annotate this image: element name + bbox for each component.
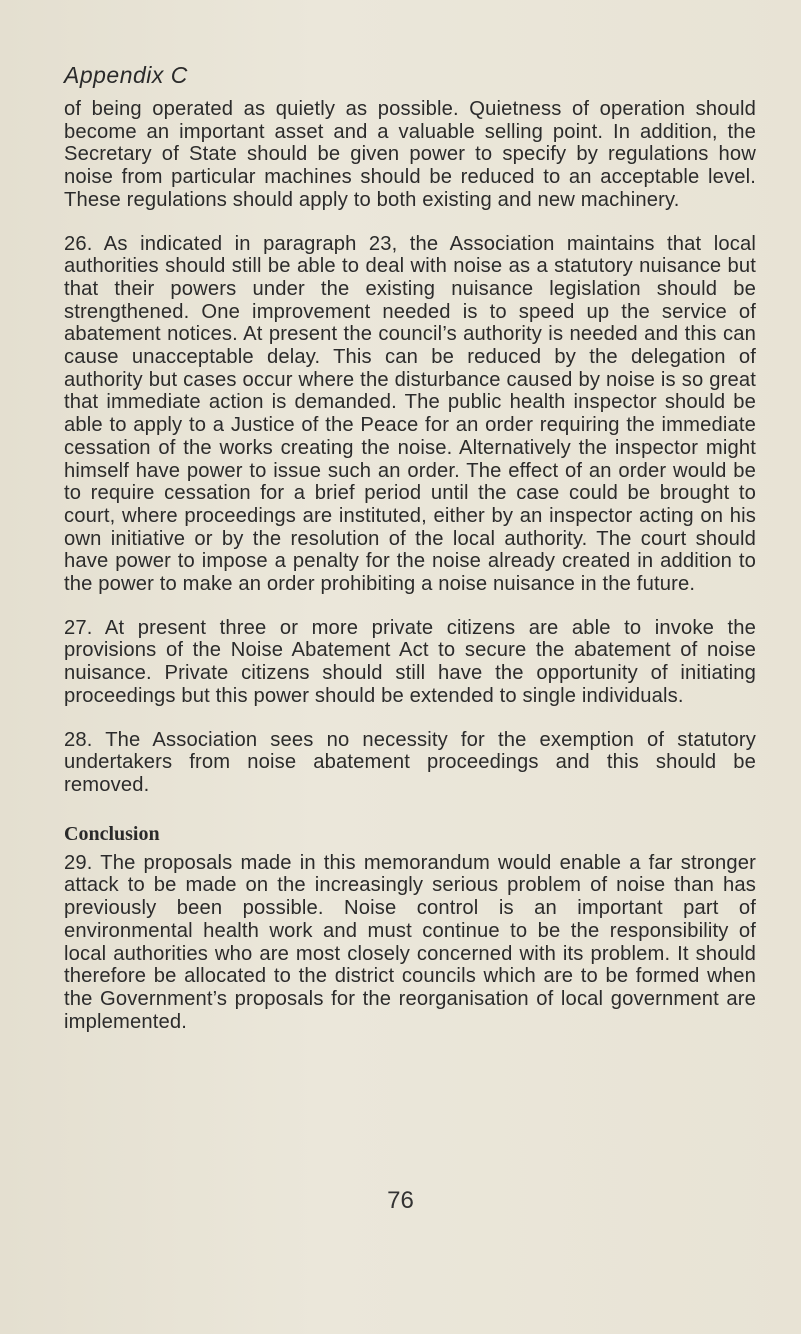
paragraph-26: 26. As indicated in paragraph 23, the Association maintains that local authorities should still be able to deal with noise as a statutory nuisance but that their powers under the existing nuisance legislation should be strengthened. One improvement needed is to speed up the service of abatement notices. At present the council’s authority is needed and this can cause unacceptable delay. This can be reduced by the delegation of authority but cases occur where the disturbance caused by noise is so great that immediate action is demanded. The public health inspector should be able to apply to a Justice of the Peace for an order requiring the immediate cessation of the works creating the noise. Alternatively the inspector might himself have power to issue such an order. The effect of an order would be to require cessation for a brief period until the case could be brought to court, where proceedings are instituted, either by an inspector acting on his own initiative or by the resolution of the local authority. The court should have power to impose a penalty for the noise already created in addition to the power to make an order prohibiting a noise nuisance in the future. [64,232,756,596]
paragraph-27: 27. At present three or more private citizens are able to invoke the provisions of the Noise Abatement Act to secure the abatement of noise nuisance. Private citizens should still have the opportunity of initiating proceedings but this power should be extended to single individuals. [64,616,756,707]
paragraph-continuation: of being operated as quietly as possible. Quietness of operation should become an important asset and a valuable selling point. In addition, the Secretary of State should be given power to specify by regulations how noise from particular machines should be reduced to an acceptable level. These regulations should apply to both existing and new machinery. [64,98,756,211]
running-header: Appendix C [64,62,188,88]
document-body [64,98,756,1054]
page-number: 76 [387,1187,414,1214]
paragraph-29: 29. The proposals made in this memorandum would enable a far stronger attack to be made on the increasingly serious problem of noise than has previously been possible. Noise control is an important part of environmental health work and must continue to be the responsibility of local authorities who are most closely concerned with its problem. It should therefore be allocated to the district councils which are to be formed when the Government’s proposals for the reorganisation of local government are implemented. [64,851,756,1033]
paragraph-28: 28. The Association sees no necessity for the exemption of statutory undertakers from noise abatement proceedings and this should be removed. [64,728,756,796]
section-heading-conclusion: Conclusion [64,822,160,845]
